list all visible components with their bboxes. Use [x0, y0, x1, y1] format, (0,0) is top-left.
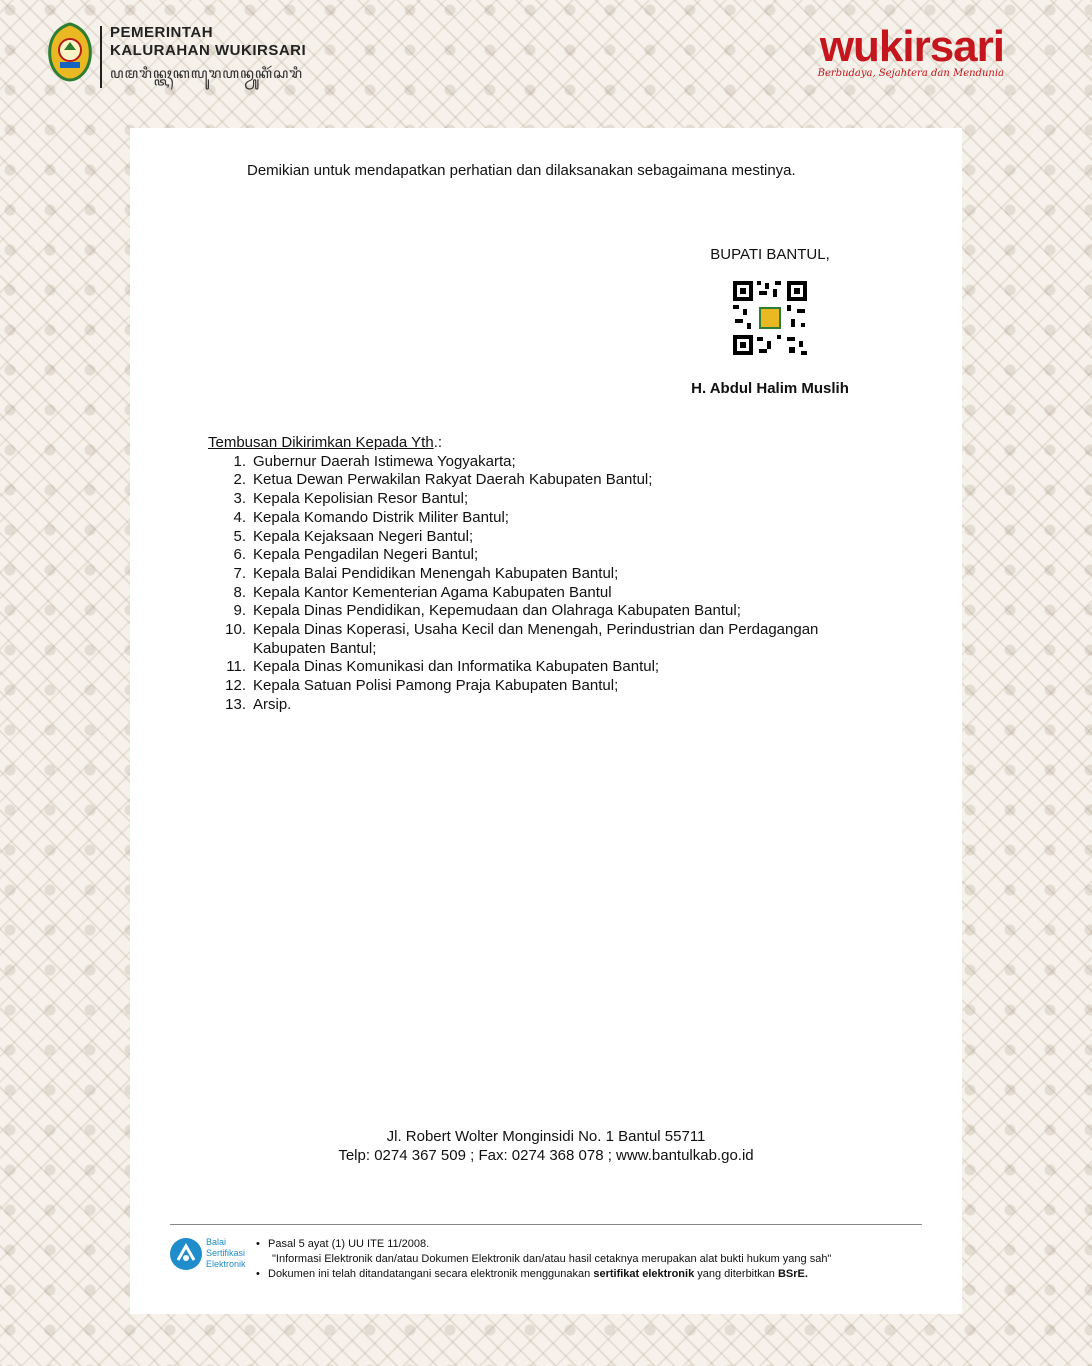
list-item-number: 12. — [225, 677, 246, 695]
list-item-number: 13. — [225, 695, 246, 713]
list-item-text: Kepala Dinas Pendidikan, Kepemudaan dan Olahraga Kabupaten Bantul; — [253, 602, 741, 620]
list-item — [208, 677, 888, 696]
list-item-text: Kepala Dinas Komunikasi dan Informatika Kabupaten Bantul; — [253, 658, 660, 676]
list-item-text: Kepala Kantor Kementerian Agama Kabupaten Bantul — [253, 583, 612, 601]
qr-code-icon — [731, 279, 809, 357]
bantul-emblem-icon — [46, 22, 94, 82]
list-item-text: Kepala Dinas Koperasi, Usaha Kecil dan Menengah, Perindustrian dan Perdagangan Kabupaten Bantul; — [253, 621, 819, 657]
wukirsari-logo — [818, 24, 1004, 79]
bsre-logo — [170, 1236, 258, 1274]
list-item-text: Kepala Komando Distrik Militer Bantul; — [253, 508, 509, 526]
e-signature-notes: • Pasal 5 ayat (1) UU ITE 11/2008. "Informasi Elektronik dan/atau Dokumen Elektronik dan/atau hasil cetaknya merupakan alat bukti hukum yang sah" • Dokumen ini telah ditandatangani secara elektronik menggunakan sertifikat elektronik yang diterbitkan BSrE. — [256, 1238, 832, 1280]
list-item-number: 4. — [233, 508, 246, 526]
list-item-number: 11. — [226, 658, 246, 676]
list-item — [208, 453, 888, 472]
list-item — [208, 546, 888, 565]
legal-basis-note: Pasal 5 ayat (1) UU ITE 11/2008. — [268, 1238, 430, 1250]
list-item — [208, 509, 888, 528]
signatory-name: H. Abdul Halim Muslih — [691, 380, 849, 397]
footer-divider — [170, 1224, 922, 1225]
list-item — [208, 490, 888, 509]
carbon-copy-section — [208, 434, 888, 715]
list-item — [208, 658, 888, 677]
government-line-2: KALURAHAN WUKIRSARI — [110, 42, 307, 59]
list-item — [208, 471, 888, 490]
list-item-text: Kepala Pengadilan Negeri Bantul; — [253, 546, 479, 564]
list-item-number: 5. — [233, 527, 246, 545]
javanese-script-name: ꦥꦩꦫꦶꦤ꧀ꦠꦃꦏꦭꦸꦫꦲꦤ꧀ꦮꦸꦏꦶꦂꦱꦫꦶ — [110, 65, 303, 81]
letterhead-divider — [100, 26, 102, 88]
list-item-number: 3. — [233, 490, 246, 508]
closing-sentence: Demikian untuk mendapatkan perhatian dan dilaksanakan sebagaimana mestinya. — [247, 162, 796, 179]
list-item-text: Ketua Dewan Perwakilan Rakyat Daerah Kabupaten Bantul; — [253, 471, 653, 489]
legal-quote: "Informasi Elektronik dan/atau Dokumen Elektronik dan/atau hasil cetaknya merupakan alat bukti hukum yang sah" — [272, 1253, 832, 1265]
government-line-1: PEMERINTAH — [110, 24, 214, 41]
carbon-copy-heading: Tembusan Dikirimkan Kepada Yth.: — [208, 434, 443, 451]
bsre-emblem-icon — [170, 1238, 202, 1270]
list-item-text: Gubernur Daerah Istimewa Yogyakarta; — [253, 452, 516, 470]
list-item-number: 7. — [233, 564, 246, 582]
carbon-copy-list — [208, 453, 888, 715]
list-item — [208, 528, 888, 547]
brand-tagline: Berbudaya, Sejahtera dan Mendunia — [817, 68, 1004, 79]
government-name — [110, 24, 306, 91]
bsre-label: Balai Sertifikasi Elektronik — [206, 1237, 246, 1269]
list-item-text: Kepala Balai Pendidikan Menengah Kabupaten Bantul; — [253, 564, 619, 582]
list-item-text: Kepala Kepolisian Resor Bantul; — [253, 490, 469, 508]
list-item — [208, 584, 888, 603]
address-line: Jl. Robert Wolter Monginsidi No. 1 Bantul 55711 — [386, 1128, 706, 1145]
letterhead — [0, 0, 1092, 128]
office-address — [0, 1127, 1092, 1165]
list-item — [208, 621, 888, 658]
contact-line: Telp: 0274 367 509 ; Fax: 0274 368 078 ; www.bantulkab.go.id — [338, 1147, 754, 1164]
list-item — [208, 565, 888, 584]
list-item-number: 1. — [233, 452, 246, 470]
list-item-number: 8. — [233, 583, 246, 601]
list-item — [208, 602, 888, 621]
list-item-number: 6. — [233, 546, 246, 564]
signature-block — [660, 246, 880, 397]
list-item-text: Arsip. — [253, 695, 292, 713]
e-signature-statement: Dokumen ini telah ditandatangani secara elektronik menggunakan sertifikat elektronik yang diterbitkan BSrE. — [268, 1268, 808, 1280]
brand-name: wukirsari — [819, 22, 1004, 71]
list-item-text: Kepala Kejaksaan Negeri Bantul; — [253, 527, 474, 545]
list-item-number: 9. — [233, 602, 246, 620]
signatory-title: BUPATI BANTUL, — [710, 246, 830, 263]
list-item-number: 2. — [233, 471, 246, 489]
list-item-number: 10. — [225, 621, 246, 639]
list-item — [208, 696, 888, 715]
list-item-text: Kepala Satuan Polisi Pamong Praja Kabupaten Bantul; — [253, 677, 619, 695]
